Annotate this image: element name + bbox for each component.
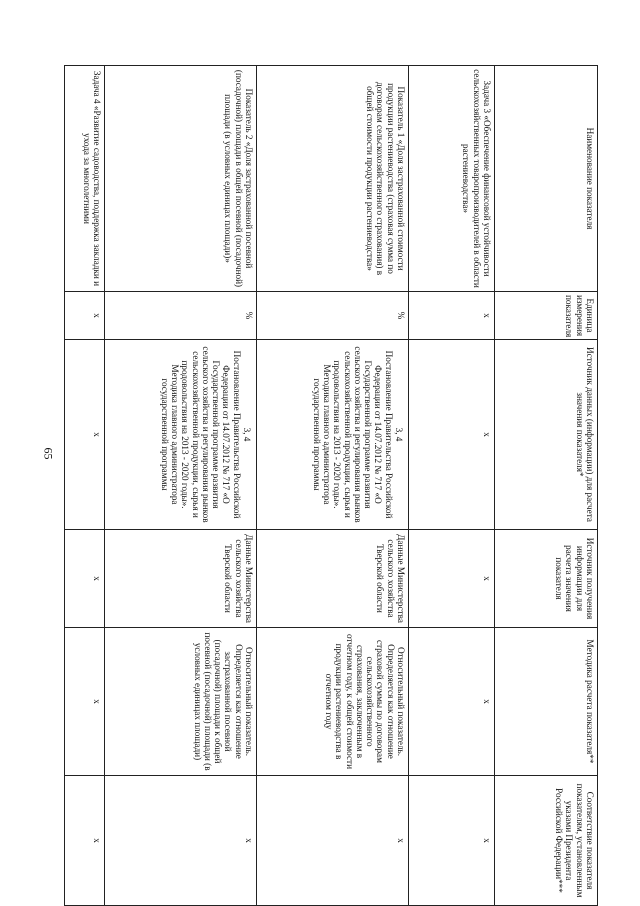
data-source: x: [65, 340, 105, 530]
data-source-cell: [105, 340, 257, 530]
compliance: x: [105, 776, 257, 906]
indicator-table-container: [81, 65, 598, 905]
indicator-name: Показатель 2 «Доля застрахованной посевной (посадочной) площади в общей посевной (посадочной) площади (в условных единицах площади)»: [105, 66, 257, 292]
unit: %: [105, 292, 257, 340]
header-info-source: Источник получения информации для расчета значения показателя: [495, 530, 598, 628]
compliance: x: [409, 776, 495, 906]
info-source: Данные Министерства сельского хозяйства Тверской области: [105, 530, 257, 628]
unit: %: [257, 292, 409, 340]
indicator-name: Задача 4 «Развитие садоводства, поддержка закладки и ухода за многолетними: [65, 66, 105, 292]
header-method: Методика расчета показателя**: [495, 628, 598, 776]
compliance: x: [257, 776, 409, 906]
header-compliance: Соответствие показателя показателям, установленным указами Президента Российской Федерации***: [495, 776, 598, 906]
indicator-table: [64, 65, 598, 906]
table-row: [257, 66, 409, 906]
page-number: 65: [41, 447, 56, 460]
info-source: x: [65, 530, 105, 628]
compliance: x: [65, 776, 105, 906]
method: x: [65, 628, 105, 776]
method: Относительный показатель. Определяется как отношение застрахованной посевной (посадочной) площади к общей посевной (посадочной) площади (в условных единицах площади): [105, 628, 257, 776]
header-data-source: Источник данных (информации) для расчета значения показателя*: [495, 340, 598, 530]
header-unit: Единица измерения показателя: [495, 292, 598, 340]
info-source: Данные Министерства сельского хозяйства Тверской области: [257, 530, 409, 628]
data-source: Постановление Правительства Российской Федерации от 14.07.2012 № 717 «О Государственной программе развития сельского хозяйства и регулирования рынков сельскохозяйственной продукции, сырья и продовольствия на 2013 - 2020 годы». Методика главного администратора государственной программы: [311, 346, 394, 523]
data-source: x: [409, 340, 495, 530]
data-source-cell: [257, 340, 409, 530]
unit: x: [409, 292, 495, 340]
info-source: x: [409, 530, 495, 628]
data-source-number: 3, 4: [242, 427, 252, 442]
data-source-number: 3, 4: [394, 427, 404, 442]
indicator-name: Задача 3 «Обеспечение финансовой устойчивости сельскохозяйственных товаропроизводителей в области растениеводства»: [409, 66, 495, 292]
header-indicator-name: Наименование показателя: [495, 66, 598, 292]
method: x: [409, 628, 495, 776]
header-row: [495, 66, 598, 906]
unit: x: [65, 292, 105, 340]
rotated-page: [81, 65, 598, 905]
data-source: Постановление Правительства Российской Федерации от 14.07.2012 № 717 «О Государственной программе развития сельского хозяйства и регулирования рынков сельскохозяйственной продукции, сырья и продовольствия на 2013 - 2020 годы». Методика главного администратора государственной программы: [159, 346, 242, 523]
table-row: [409, 66, 495, 906]
table-row: [65, 66, 105, 906]
indicator-name: Показатель 1 «Доля застрахованной стоимости продукции растениеводства (страховая сумма по договорам сельскохозяйственного страхования) в общей стоимости продукции растениеводства»: [257, 66, 409, 292]
method: Относительный показатель. Определяется как отношение страховой суммы по договорам сельскохозяйственного страхования, заключенным в отчетном году, к общей стоимости продукции растениеводства в отчетном году: [257, 628, 409, 776]
table-row: [105, 66, 257, 906]
